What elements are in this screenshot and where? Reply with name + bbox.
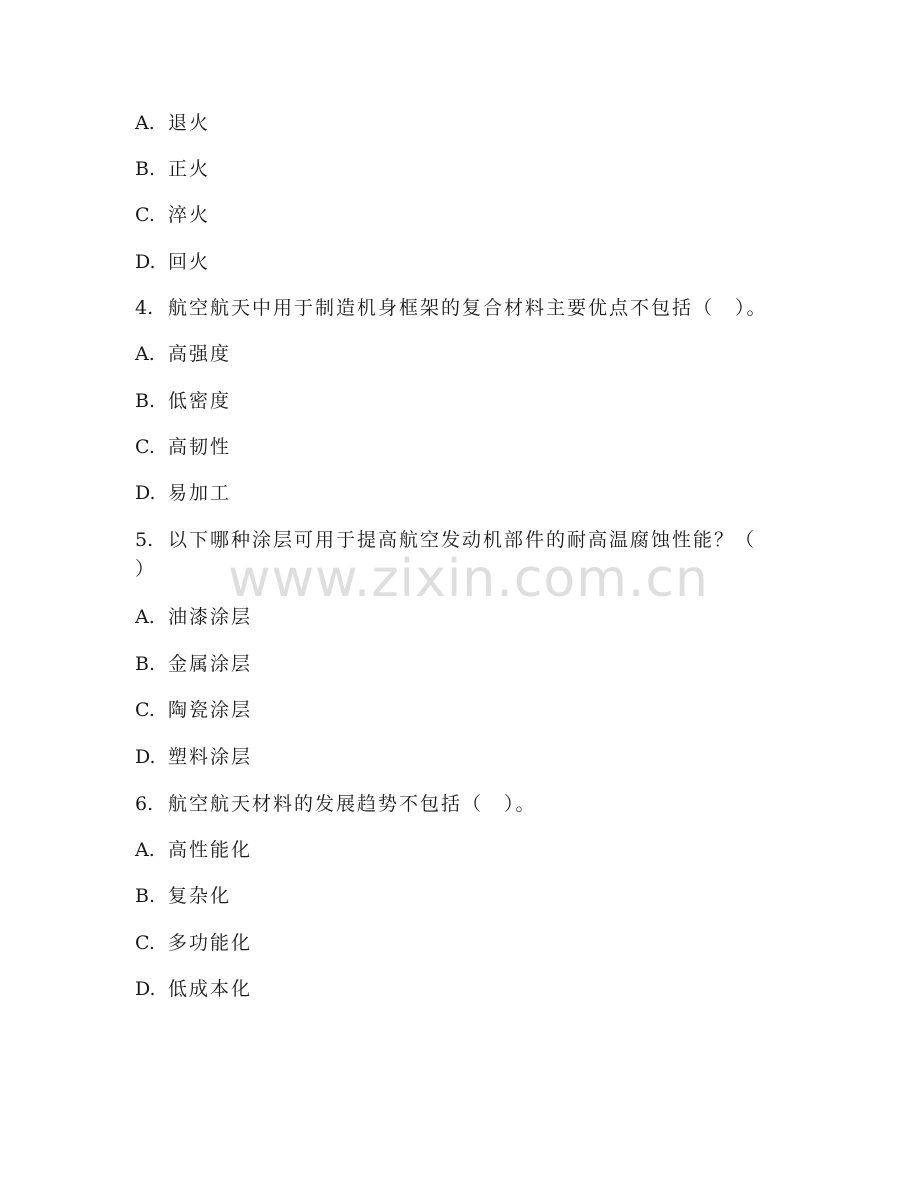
option-text: 金属涂层 <box>168 653 253 675</box>
q6-option-a <box>135 838 252 862</box>
q5-stem-continuation: ） <box>135 558 157 580</box>
option-text: 退火 <box>168 112 211 134</box>
option-text: 正火 <box>168 158 211 180</box>
option-label: B. <box>135 390 156 412</box>
option-label: C. <box>135 699 155 721</box>
q6-option-d <box>135 977 252 1001</box>
option-text: 高强度 <box>168 343 232 365</box>
option-label: D. <box>135 746 156 768</box>
question-text: 以下哪种涂层可用于提高航空发动机部件的耐高温腐蚀性能？（ <box>168 529 757 551</box>
option-text: 低密度 <box>168 390 232 412</box>
question-number: 4. <box>135 297 154 319</box>
option-text: 多功能化 <box>168 932 253 954</box>
option-text: 塑料涂层 <box>168 746 253 768</box>
question-text: 航空航天中用于制造机身框架的复合材料主要优点不包括（ ）。 <box>168 297 768 319</box>
question-text: 航空航天材料的发展趋势不包括（ ）。 <box>168 793 537 815</box>
q4-option-a <box>135 342 231 366</box>
option-text: 回火 <box>168 251 211 273</box>
question-number: 5. <box>135 529 154 551</box>
option-text: 易加工 <box>168 482 232 504</box>
option-label: B. <box>135 885 156 907</box>
option-label: A. <box>135 839 155 861</box>
option-label: C. <box>135 436 155 458</box>
option-text: 油漆涂层 <box>168 606 253 628</box>
option-label: B. <box>135 653 156 675</box>
option-label: A. <box>135 343 155 365</box>
option-label: D. <box>135 251 156 273</box>
q3-option-d <box>135 250 210 274</box>
q3-option-b <box>135 157 210 181</box>
q6-option-c <box>135 931 252 955</box>
q5-option-d <box>135 745 252 769</box>
q4-option-c <box>135 435 231 459</box>
q3-option-a <box>135 111 210 135</box>
q5-option-b <box>135 652 252 676</box>
option-text: 高韧性 <box>168 436 232 458</box>
option-text: 高性能化 <box>168 839 253 861</box>
watermark: www.zixin.com.cn <box>228 549 709 609</box>
q4-option-d <box>135 481 231 505</box>
option-text: 复杂化 <box>168 885 232 907</box>
option-label: C. <box>135 932 155 954</box>
option-label: D. <box>135 482 156 504</box>
q4-option-b <box>135 389 231 413</box>
q4-stem <box>135 296 768 320</box>
option-label: A. <box>135 112 155 134</box>
option-label: A. <box>135 606 155 628</box>
q6-option-b <box>135 884 231 908</box>
q6-stem <box>135 792 537 816</box>
option-label: C. <box>135 204 155 226</box>
option-text: 陶瓷涂层 <box>168 699 253 721</box>
q5-option-c <box>135 698 252 722</box>
option-text: 低成本化 <box>168 978 253 1000</box>
option-label: B. <box>135 158 156 180</box>
option-label: D. <box>135 978 156 1000</box>
question-number: 6. <box>135 793 154 815</box>
q3-option-c <box>135 203 210 227</box>
option-text: 淬火 <box>168 204 211 226</box>
